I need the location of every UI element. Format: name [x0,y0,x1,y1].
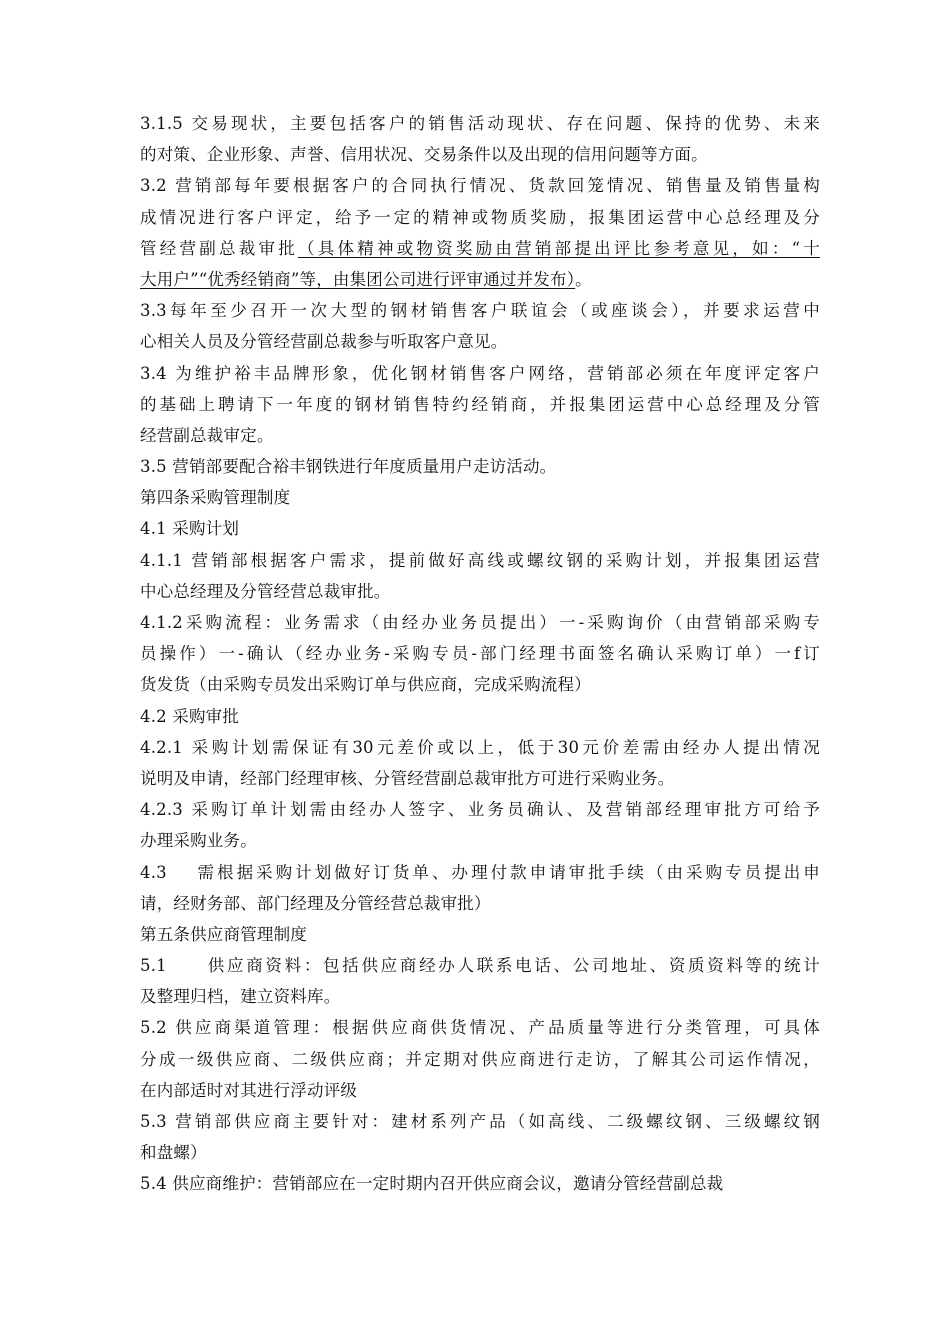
text-line: 在内部适时对其进行浮动评级 [140,1080,358,1100]
text-line: 中心总经理及分管经营总裁审批。 [140,581,391,601]
text-line [140,264,820,295]
text-line: 3.2 营销部每年要根据客户的合同执行情况、货款回笼情况、销售量及销售量构 [140,176,820,196]
text-line: 员操作）一-确认（经办业务-采购专员-部门经理书面签名确认采购订单）一f订 [140,644,820,664]
text-line: 4.3 需根据采购计划做好订货单、办理付款申请审批手续（由采购专员提出申 [140,862,820,882]
text-line: 和盘螺） [140,1143,207,1163]
text-line: 3.4 为维护裕丰品牌形象，优化钢材销售客户网络，营销部必须在年度评定客户 [140,363,820,383]
text-line: 4.1.2采购流程：业务需求（由经办业务员提出）一-采购询价（由营销部采购专 [140,613,820,632]
text-line: 4.2 采购审批 [140,706,240,726]
document-page [140,108,820,1200]
text-line: 请，经财务部、部门经理及分管经营总裁审批） [140,893,491,913]
text-line: 说明及申请，经部门经理审核、分管经营副总裁审批方可进行采购业务。 [140,768,675,788]
text-line: 4.1.1 营销部根据客户需求，提前做好高线或螺纹钢的采购计划，并报集团运营 [140,550,820,570]
text-line: 5.2 供应商渠道管理：根据供应商供货情况、产品质量等进行分类管理，可具体 [140,1018,820,1038]
text-line: 分成一级供应商、二级供应商；并定期对供应商进行走访，了解其公司运作情况， [140,1049,820,1069]
text-line: 的基础上聘请下一年度的钢材销售特约经销商，并报集团运营中心总经理及分管 [140,394,820,414]
text-line: 办理采购业务。 [140,831,257,851]
text-segment: 。 [575,269,592,289]
text-line: 货发货（由采购专员发出采购订单与供应商，完成采购流程） [140,675,591,695]
text-line: 成情况进行客户评定，给予一定的精神或物质奖励，报集团运营中心总经理及分 [140,207,820,227]
underlined-text-segment: 大用户”“优秀经销商”等，由集团公司进行评审通过并发布） [140,269,576,289]
text-line: 3.5 营销部要配合裕丰钢铁进行年度质量用户走访活动。 [140,457,557,477]
text-line: 3.1.5 交易现状，主要包括客户的销售活动现状、存在问题、保持的优势、未来 [140,114,820,133]
text-line [140,233,820,264]
text-line: 第五条供应商管理制度 [140,924,307,944]
text-line: 4.2.3 采购订单计划需由经办人签字、业务员确认、及营销部经理审批方可给予 [140,800,820,820]
text-line: 5.4 供应商维护：营销部应在一定时期内召开供应商会议，邀请分管经营副总裁 [140,1174,724,1194]
text-line: 4.1 采购计划 [140,519,240,539]
text-line: 4.2.1 采购计划需保证有30元差价或以上，低于30元价差需由经办人提出情况 [140,737,820,757]
text-line: 第四条采购管理制度 [140,488,291,508]
text-line: 5.1 供应商资料：包括供应商经办人联系电话、公司地址、资质资料等的统计 [140,956,820,976]
text-line: 及整理归档，建立资料库。 [140,987,341,1007]
text-line: 3.3每年至少召开一次大型的钢材销售客户联谊会（或座谈会），并要求运营中 [140,301,820,321]
underlined-text-segment: （具体精神或物资奖励由营销部提出评比参考意见，如：“十 [297,238,820,258]
text-line: 心相关人员及分管经营副总裁参与听取客户意见。 [140,332,508,352]
text-line: 经营副总裁审定。 [140,425,274,445]
text-line: 的对策、企业形象、声誉、信用状况、交易条件以及出现的信用问题等方面。 [140,145,708,165]
text-segment: 管经营副总裁审批 [140,238,298,258]
text-line: 5.3 营销部供应商主要针对：建材系列产品（如高线、二级螺纹钢、三级螺纹钢 [140,1112,820,1131]
